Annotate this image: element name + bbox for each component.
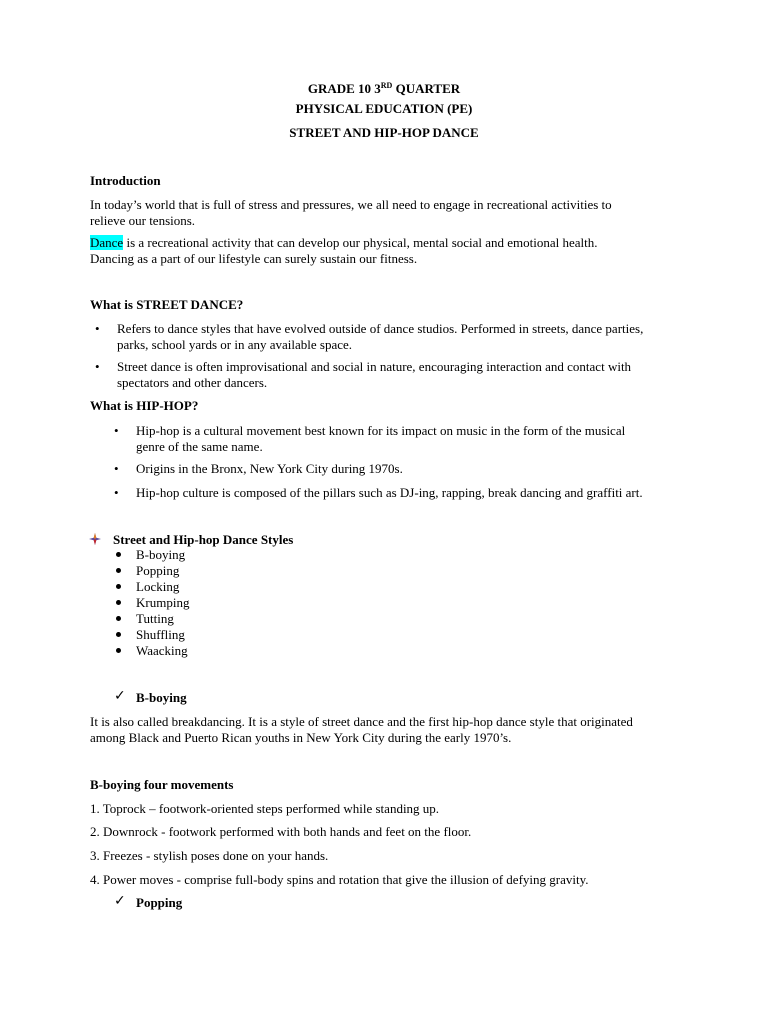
movement-item-1: 1. Toprock – footwork-oriented steps performed while standing up. [90,801,440,816]
movement-item-2: 2. Downrock - footwork performed with both hands and feet on the floor. [90,824,472,839]
intro-paragraph-1 [90,197,690,228]
list-item-line: spectators and other dancers. [117,374,268,390]
movements-heading: B-boying four movements [90,777,234,792]
intro-para2-line2: Dancing as a part of our lifestyle can surely sustain our fitness. [90,250,418,266]
list-item [117,359,631,390]
grade-text: GRADE 10 3 [307,81,381,96]
list-item-line: Refers to dance styles that have evolved outside of dance studios. Performed in streets, dance parties, [117,321,644,336]
list-item [136,423,625,454]
four-point-star-icon [89,533,101,545]
popping-heading: Popping [136,895,183,910]
quarter-text: QUARTER [392,81,461,96]
highlighted-word: Dance [90,235,124,250]
list-item-line: Hip-hop is a cultural movement best known for its impact on music in the form of the musical [136,423,626,438]
grade-heading [0,78,768,97]
list-item: Waacking [136,643,188,658]
subject-heading: PHYSICAL EDUCATION (PE) [295,101,473,116]
list-item: B-boying [136,547,186,562]
list-item-line: genre of the same name. [136,438,263,454]
grade-superscript: RD [380,81,393,90]
list-item-line: Street dance is often improvisational and social in nature, encouraging interaction and contact with [117,359,632,374]
styles-heading: Street and Hip-hop Dance Styles [113,532,294,547]
topic-heading: STREET AND HIP-HOP DANCE [289,125,479,140]
movement-item-4: 4. Power moves - comprise full-body spins and rotation that give the illusion of defying gravity. [90,872,589,887]
bullet-icon [116,648,121,653]
hip-hop-heading: What is HIP-HOP? [90,398,199,413]
bullet-icon: • [114,485,119,500]
intro-para1-line1: In today’s world that is full of stress and pressures, we all need to engage in recreational activities to [90,197,612,212]
bullet-icon [116,568,121,573]
movement-item-3: 3. Freezes - stylish poses done on your hands. [90,848,329,863]
bullet-icon [116,616,121,621]
bullet-icon: • [95,321,100,336]
list-item: Locking [136,579,180,594]
bullet-icon: • [114,461,119,476]
bullet-icon: • [95,359,100,374]
bullet-icon [116,600,121,605]
list-item: Tutting [136,611,174,626]
intro-para1-line2: relieve our tensions. [90,212,196,228]
list-item-line: parks, school yards or in any available space. [117,336,353,352]
b-boying-line1: It is also called breakdancing. It is a style of street dance and the first hip-hop dance style that originated [90,714,633,729]
intro-para2-line1 [90,235,690,251]
bullet-icon [116,552,121,557]
intro-paragraph-2 [90,235,690,266]
list-item: Popping [136,563,180,578]
list-item: Shuffling [136,627,185,642]
checkmark-icon: ✓ [114,893,126,909]
b-boying-paragraph [90,714,690,745]
introduction-heading: Introduction [90,173,161,188]
intro-para2-line1-rest: is a recreational activity that can develop our physical, mental social and emotional health. [123,235,598,250]
street-dance-heading: What is STREET DANCE? [90,297,244,312]
list-item: Origins in the Bronx, New York City during 1970s. [136,461,403,476]
list-item: Krumping [136,595,190,610]
b-boying-line2: among Black and Puerto Rican youths in New York City during the early 1970’s. [90,729,512,745]
list-item [117,321,643,352]
list-item: Hip-hop culture is composed of the pillars such as DJ-ing, rapping, break dancing and graffiti art. [136,485,643,500]
bullet-icon [116,584,121,589]
bullet-icon: • [114,423,119,438]
bullet-icon [116,632,121,637]
checkmark-icon: ✓ [114,688,126,704]
b-boying-heading: B-boying [136,690,187,705]
